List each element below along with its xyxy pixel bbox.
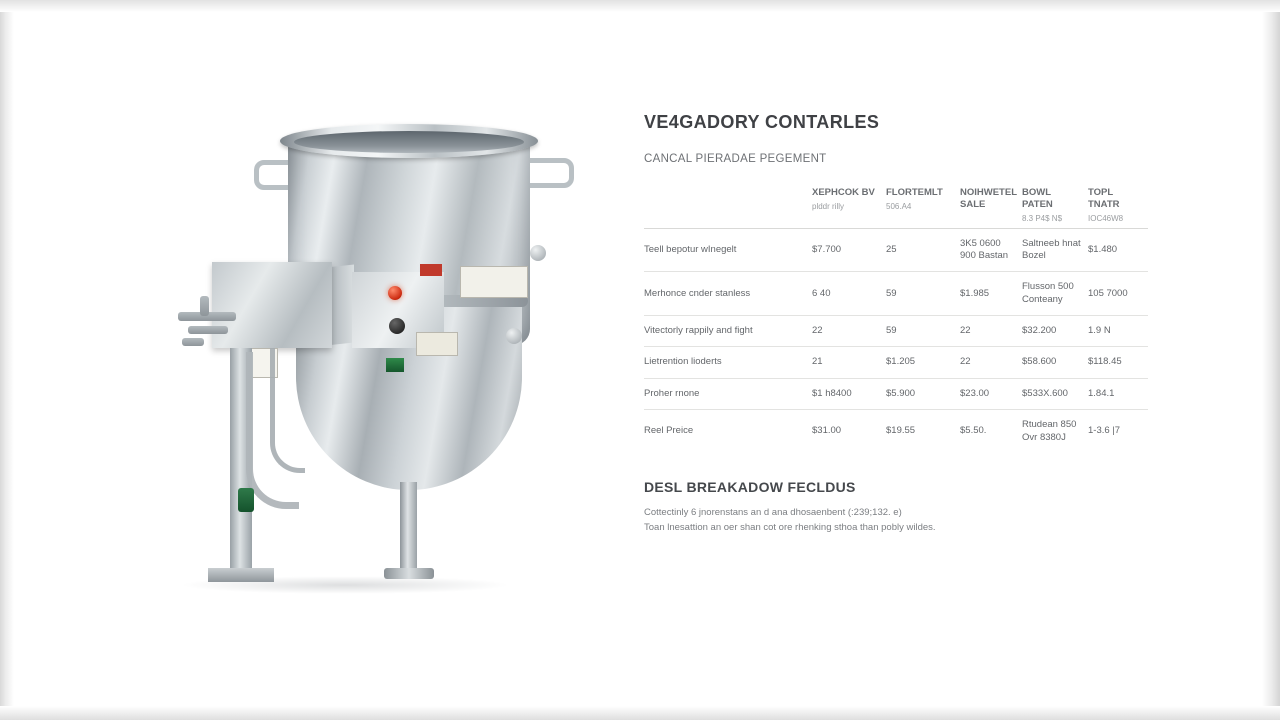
column-label: FLORTEMLT xyxy=(886,187,943,198)
table-row xyxy=(644,272,1148,316)
support-post-base xyxy=(208,568,274,582)
table-header-cell xyxy=(1088,181,1148,228)
valve-pipe xyxy=(200,296,209,316)
table-header-cell xyxy=(886,181,960,228)
table-header-cell xyxy=(644,181,812,228)
valve-pipe xyxy=(188,326,228,334)
row-cell: $19.55 xyxy=(886,410,960,453)
row-cell: 3K5 0600 900 Bastan xyxy=(960,228,1022,272)
row-label: Vitectorly rappily and fight xyxy=(644,316,812,347)
row-cell: $7.700 xyxy=(812,228,886,272)
column-sublabel: IOC46W8 xyxy=(1088,213,1124,223)
row-cell: 1-3.6 |7 xyxy=(1088,410,1148,453)
column-label: XEPHCOK BV xyxy=(812,187,875,198)
column-sublabel xyxy=(644,187,806,190)
row-label: Teell bepotur wInegelt xyxy=(644,228,812,272)
row-cell: 59 xyxy=(886,272,960,316)
row-cell: $1.985 xyxy=(960,272,1022,316)
row-cell: 21 xyxy=(812,347,886,378)
page-edge-right xyxy=(1262,0,1280,720)
row-cell: 25 xyxy=(886,228,960,272)
warning-label-red xyxy=(420,264,442,276)
power-indicator-light xyxy=(388,286,402,300)
table-row xyxy=(644,378,1148,409)
row-cell: 1.84.1 xyxy=(1088,378,1148,409)
row-cell: 59 xyxy=(886,316,960,347)
row-cell: 22 xyxy=(812,316,886,347)
valve-cluster xyxy=(178,296,238,362)
hose-secondary xyxy=(270,348,305,473)
footer-title: DESL BREAKADOW FECLDUS xyxy=(644,478,856,495)
kettle-pedestal xyxy=(400,482,417,572)
footer-line-1: Cottectinly 6 jnorenstans an d ana dhosaenbent (:239;132. e) xyxy=(644,506,902,518)
row-label: Merhonce cnder stanless xyxy=(644,272,812,316)
row-cell: $31.00 xyxy=(812,410,886,453)
kettle-knob-lower xyxy=(506,328,522,344)
row-cell: 1.9 N xyxy=(1088,316,1148,347)
column-sublabel: plddr rilly xyxy=(812,201,845,211)
column-sublabel: 8.3 P4$ N$ xyxy=(1022,213,1063,223)
spec-label-main xyxy=(460,266,528,298)
row-cell: 6 40 xyxy=(812,272,886,316)
kettle-interior xyxy=(294,131,524,153)
valve-pipe xyxy=(182,338,204,346)
table-row xyxy=(644,316,1148,347)
row-cell: $533X.600 xyxy=(1022,378,1088,409)
document-panel xyxy=(644,112,1148,535)
row-cell: $118.45 xyxy=(1088,347,1148,378)
table-row xyxy=(644,410,1148,453)
row-cell: $23.00 xyxy=(960,378,1022,409)
row-cell: Rtudean 850 Ovr 8380J xyxy=(1022,410,1088,453)
row-cell: $1.205 xyxy=(886,347,960,378)
row-cell: $58.600 xyxy=(1022,347,1088,378)
kettle-foot xyxy=(384,568,434,579)
green-switch xyxy=(386,358,404,372)
row-cell: Flusson 500 Conteany xyxy=(1022,272,1088,316)
table-row xyxy=(644,347,1148,378)
table-row xyxy=(644,228,1148,272)
green-valve-handle xyxy=(238,488,254,512)
column-label: TOPL TNATR xyxy=(1088,187,1120,210)
row-cell: Saltneeb hnat Bozel xyxy=(1022,228,1088,272)
footer-line-2: Toan lnesattion an oer shan cot ore rhenking sthoa than pobly wildes. xyxy=(644,522,936,534)
table-header-row xyxy=(644,181,1148,228)
page-edge-left xyxy=(0,0,14,720)
document-subtitle: CANCAL PIERADAE PEGEMENT xyxy=(644,153,827,165)
row-cell: 105 7000 xyxy=(1088,272,1148,316)
column-label: NOIHWETEL SALE xyxy=(960,187,1017,210)
kettle-knob-right xyxy=(530,245,546,261)
page-edge-top xyxy=(0,0,1280,12)
row-cell: 22 xyxy=(960,347,1022,378)
row-cell: $5.900 xyxy=(886,378,960,409)
table-header-cell xyxy=(1022,181,1088,228)
row-label: Proher rnone xyxy=(644,378,812,409)
column-sublabel: 506.A4 xyxy=(886,201,912,211)
spec-label-small xyxy=(416,332,458,356)
specification-table xyxy=(644,181,1148,453)
row-cell: $1.480 xyxy=(1088,228,1148,272)
row-cell: $32.200 xyxy=(1022,316,1088,347)
table-header-cell xyxy=(960,181,1022,228)
row-label: Lietrention lioderts xyxy=(644,347,812,378)
product-photo xyxy=(120,90,590,590)
page-edge-bottom xyxy=(0,706,1280,720)
row-cell: $1 h8400 xyxy=(812,378,886,409)
document-title: VE4GADORY CONTARLES xyxy=(644,112,880,132)
column-label: BOWL PATEN xyxy=(1022,187,1053,210)
row-label: Reel Preice xyxy=(644,410,812,453)
control-dial xyxy=(389,318,405,334)
column-sublabel xyxy=(960,211,1016,214)
row-cell: $5.50. xyxy=(960,410,1022,453)
row-cell: 22 xyxy=(960,316,1022,347)
table-header-cell xyxy=(812,181,886,228)
